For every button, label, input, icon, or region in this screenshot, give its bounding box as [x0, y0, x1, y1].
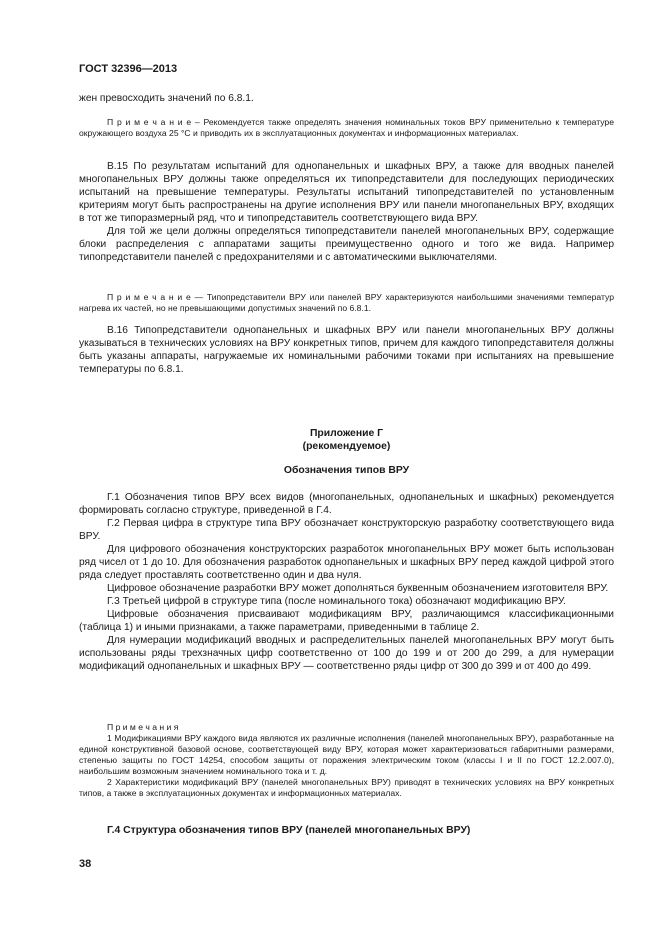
paragraph: Цифровое обозначение разработки ВРУ может дополняться буквенным обозначением изготовителя ВРУ. [107, 583, 609, 594]
section-b16 [79, 324, 614, 376]
notes-label: П р и м е ч а н и я [107, 722, 179, 732]
paragraph: Для нумерации модификаций вводных и распределительных панелей многопанельных ВРУ могут быть использованы ряды трехзначных цифр соответственно от 100 до 199 и от 200 до 299, а для нумерации модификаций однопанельных и шкафных ВРУ — соответственно ряды цифр от 300 до 399 и от 400 до 499. [79, 635, 614, 672]
note-item: 2 Характеристики модификаций ВРУ (панелей многопанельных ВРУ) приводят в технических условиях на ВРУ конкретных типов, а также в эксплуатационных документах и информационных материалах. [79, 777, 614, 798]
document-header: ГОСТ 32396—2013 [79, 63, 178, 75]
notes-block [79, 722, 614, 799]
paragraph: Г.1 Обозначения типов ВРУ всех видов (многопанельных, однопанельных и шкафных) рекомендуется формировать согласно структуре, приведенной в Г.4. [79, 492, 614, 516]
paragraph: В.16 Типопредставители однопанельных и шкафных ВРУ или панели многопанельных ВРУ должны указываться в технических условиях на ВРУ конкретных типов, причем для каждого типопредставителя должны быть указаны аппараты, нагружаемые их номинальными рабочими токами при испытаниях на превышение температуры по 6.8.1. [79, 325, 614, 375]
note-label: П р и м е ч а н и е [107, 117, 192, 127]
paragraph: В.15 По результатам испытаний для однопанельных и шкафных ВРУ, а также для вводных панелей многопанельных ВРУ должны также определяться их типопредставители для последующих периодических испытаний на превышение температуры. Результаты испытаний типопредставителей по установленным критериям могут быть распространены на другие исполнения ВРУ или панели многопанельных ВРУ, входящих в тот же типоразмерный ряд, что и типопредставитель соответствующего вида ВРУ. [79, 161, 614, 224]
note-text: — Типопредставители ВРУ или панелей ВРУ характеризуются наибольшими значениями температур нагрева их частей, но не превышающими допустимых значений по 6.8.1. [79, 292, 614, 313]
section-heading-g4: Г.4 Структура обозначения типов ВРУ (панелей многопанельных ВРУ) [107, 825, 471, 836]
note-1 [79, 117, 614, 139]
note-item: 1 Модификациями ВРУ каждого вида являются их различные исполнения (панелей многопанельных ВРУ), разработанные на единой конструктивной базовой основе, соответствующей виду ВРУ, которая может характеризоваться габаритными размерами, степенью защиты по ГОСТ 14254, способом защиты от поражения электрическим током (классы I и II по ГОСТ 12.2.007.0), наибольшим возможным значением номинального тока и т. д. [79, 733, 614, 776]
paragraph: жен превосходить значений по 6.8.1. [79, 93, 254, 104]
section-g [79, 491, 614, 673]
paragraph: Г.3 Третьей цифрой в структуре типа (после номинального тока) обозначают модификацию ВРУ. [107, 596, 566, 607]
note-text: – Рекомендуется также определять значения номинальных токов ВРУ применительно к температуре окружающего воздуха 25 °С и приводить их в эксплуатационных документах и информационных материалах. [79, 117, 614, 138]
paragraph: Для цифрового обозначения конструкторских разработок многопанельных ВРУ может быть использован ряд чисел от 1 до 10. Для обозначения разработок однопанельных и шкафных ВРУ перед каждой цифрой этого ряда следует проставлять соответственно один и два нуля. [79, 544, 614, 581]
note-2 [79, 292, 614, 314]
annex-heading: Обозначения типов ВРУ [283, 465, 410, 476]
note-label: П р и м е ч а н и е [107, 292, 191, 302]
paragraph-continuation [79, 92, 614, 105]
annex-title: Приложение Г [309, 428, 384, 439]
annex-subtitle: (рекомендуемое) [302, 441, 391, 452]
paragraph: Для той же цели должны определяться типопредставители панелей многопанельных ВРУ, содержащие блоки распределения с аппаратами защиты преимущественно одного и того же вида. Например типопредставители панелей с предохранителями и с автоматическими выключателями. [79, 226, 614, 263]
paragraph: Цифровые обозначения присваивают модификациям ВРУ, различающимся классификационными (таблица 1) и иными признаками, а также параметрами, приведенными в таблице 2. [79, 609, 614, 633]
paragraph: Г.2 Первая цифра в структуре типа ВРУ обозначает конструкторскую разработку соответствующего вида ВРУ. [79, 518, 614, 542]
section-b15 [79, 160, 614, 264]
page-number: 38 [79, 858, 92, 870]
